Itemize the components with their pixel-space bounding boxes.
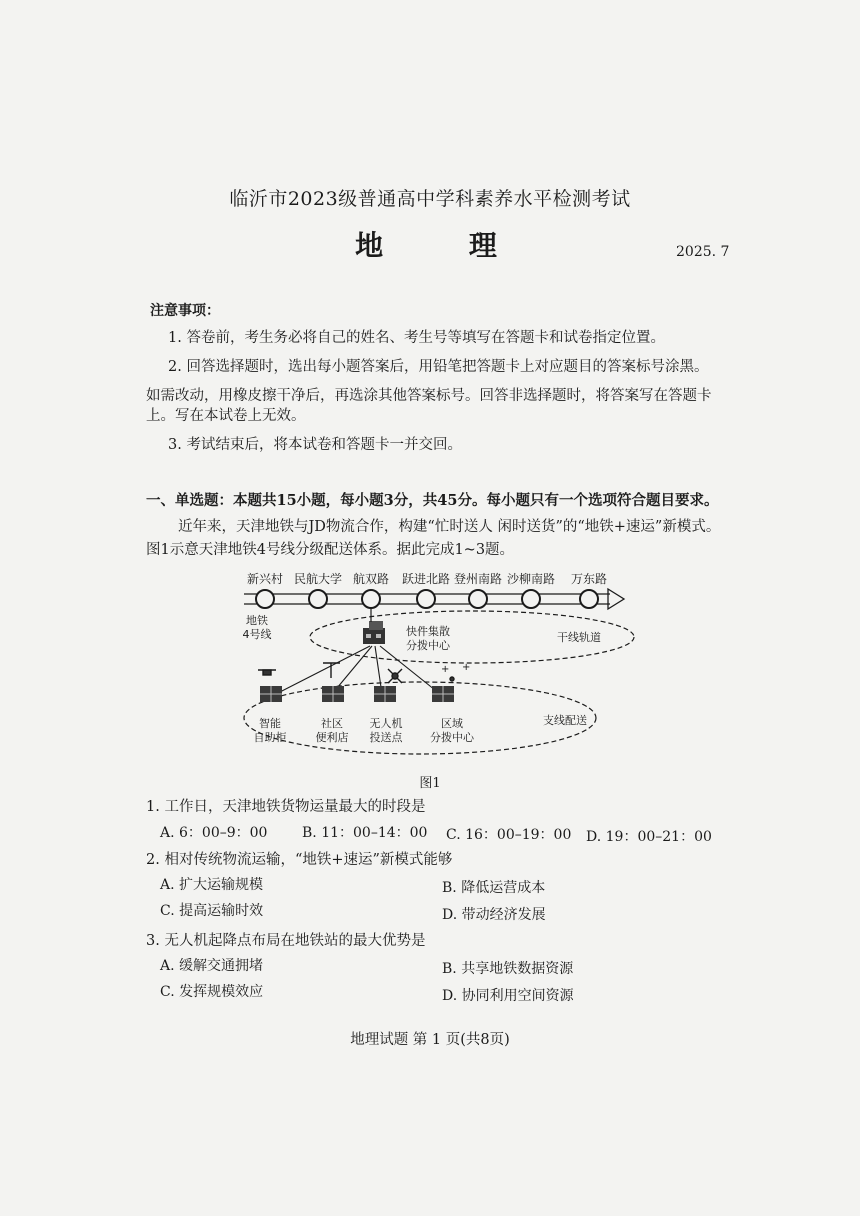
q1-option-d: D. 19：00–21：00 (586, 829, 712, 845)
subject-title: 地 理 (355, 229, 535, 262)
section-heading: 一、单选题：本题共15小题，每小题3分，共45分。每小题只有一个选项符合题目要求。 (146, 492, 719, 509)
question-3-stem: 3. 无人机起降点布局在地铁站的最大优势是 (146, 933, 426, 949)
notice-item-2-cont: 如需改动，用橡皮擦干净后，再选涂其他答案标号。回答非选择题时，将答案写在答题卡 (146, 388, 712, 404)
station-circle (417, 590, 435, 608)
notice-item-2-end: 上。写在本试卷上无效。 (146, 408, 306, 424)
node-label: 便利店 (315, 731, 349, 744)
station-circle (256, 590, 274, 608)
q2-option-a: A. 扩大运输规模 (160, 877, 264, 893)
exam-title: 临沂市2023级普通高中学科素养水平检测考试 (229, 188, 631, 210)
node-label: 社区 (321, 717, 343, 730)
svg-text:+: + (462, 662, 471, 673)
figure-caption: 图1 (419, 776, 441, 791)
q1-option-b: B. 11：00–14：00 (302, 825, 428, 841)
notice-item-2: 2. 回答选择题时，选出每小题答案后，用铅笔把答题卡上对应题目的答案标号涂黑。 (168, 359, 709, 375)
station-circle (362, 590, 380, 608)
metro-line-label: 4号线 (242, 628, 272, 641)
figure-1-diagram (230, 566, 640, 766)
plus-marks (441, 662, 470, 675)
q2-option-d: D. 带动经济发展 (442, 907, 546, 923)
station-label: 沙柳南路 (506, 572, 556, 586)
node-label: 分拨中心 (430, 731, 474, 744)
q1-option-a: A. 6：00–9：00 (160, 825, 268, 841)
node-label: 无人机 (369, 717, 403, 730)
page-footer: 地理试题 第 1 页(共8页) (350, 1032, 510, 1048)
q3-option-c: C. 发挥规模效应 (160, 984, 264, 1000)
station-label: 民航大学 (293, 572, 343, 586)
station-circle (522, 590, 540, 608)
station-label: 万东路 (570, 572, 608, 586)
notice-item-3: 3. 考试结束后，将本试卷和答题卡一并交回。 (168, 437, 462, 453)
station-circle (469, 590, 487, 608)
node-label: 自助柜 (253, 731, 287, 744)
notice-item-1: 1. 答卷前，考生务必将自己的姓名、考生号等填写在答题卡和试卷指定位置。 (168, 330, 665, 346)
station-label: 航双路 (352, 572, 390, 586)
notice-heading: 注意事项： (150, 303, 220, 319)
q2-option-c: C. 提高运输时效 (160, 903, 264, 919)
q1-option-c: C. 16：00–19：00 (446, 827, 572, 843)
question-1-stem: 1. 工作日，天津地铁货物运量最大的时段是 (146, 799, 426, 815)
node-label: 区域 (441, 717, 463, 730)
q2-option-b: B. 降低运营成本 (442, 880, 546, 896)
section-intro-2: 图1示意天津地铁4号线分级配送体系。据此完成1~3题。 (146, 542, 515, 558)
station-label: 跃进北路 (401, 572, 451, 586)
branch-label: 支线配送 (543, 714, 587, 727)
q3-option-d: D. 协同利用空间资源 (442, 988, 574, 1004)
hub-label: 分拨中心 (406, 639, 450, 652)
station-circle (580, 590, 598, 608)
station-label: 登州南路 (453, 572, 503, 586)
q3-option-a: A. 缓解交通拥堵 (160, 958, 264, 974)
node-label: 投送点 (369, 731, 403, 744)
metro-line-label: 地铁 (246, 614, 268, 627)
station-label: 新兴村 (246, 572, 284, 586)
trunk-label: 干线轨道 (557, 631, 601, 644)
exam-date: 2025. 7 (676, 244, 730, 260)
hub-building-icon (363, 621, 385, 644)
q3-option-b: B. 共享地铁数据资源 (442, 961, 574, 977)
hub-label: 快件集散 (406, 625, 450, 638)
node-label: 智能 (259, 717, 281, 730)
svg-text:+: + (441, 664, 450, 675)
question-2-stem: 2. 相对传统物流运输，“地铁+速运”新模式能够 (146, 852, 453, 868)
station-circle (309, 590, 327, 608)
section-intro-1: 近年来，天津地铁与JD物流合作，构建“忙时送人 闲时送货”的“地铁+速运”新模式。 (178, 519, 721, 535)
